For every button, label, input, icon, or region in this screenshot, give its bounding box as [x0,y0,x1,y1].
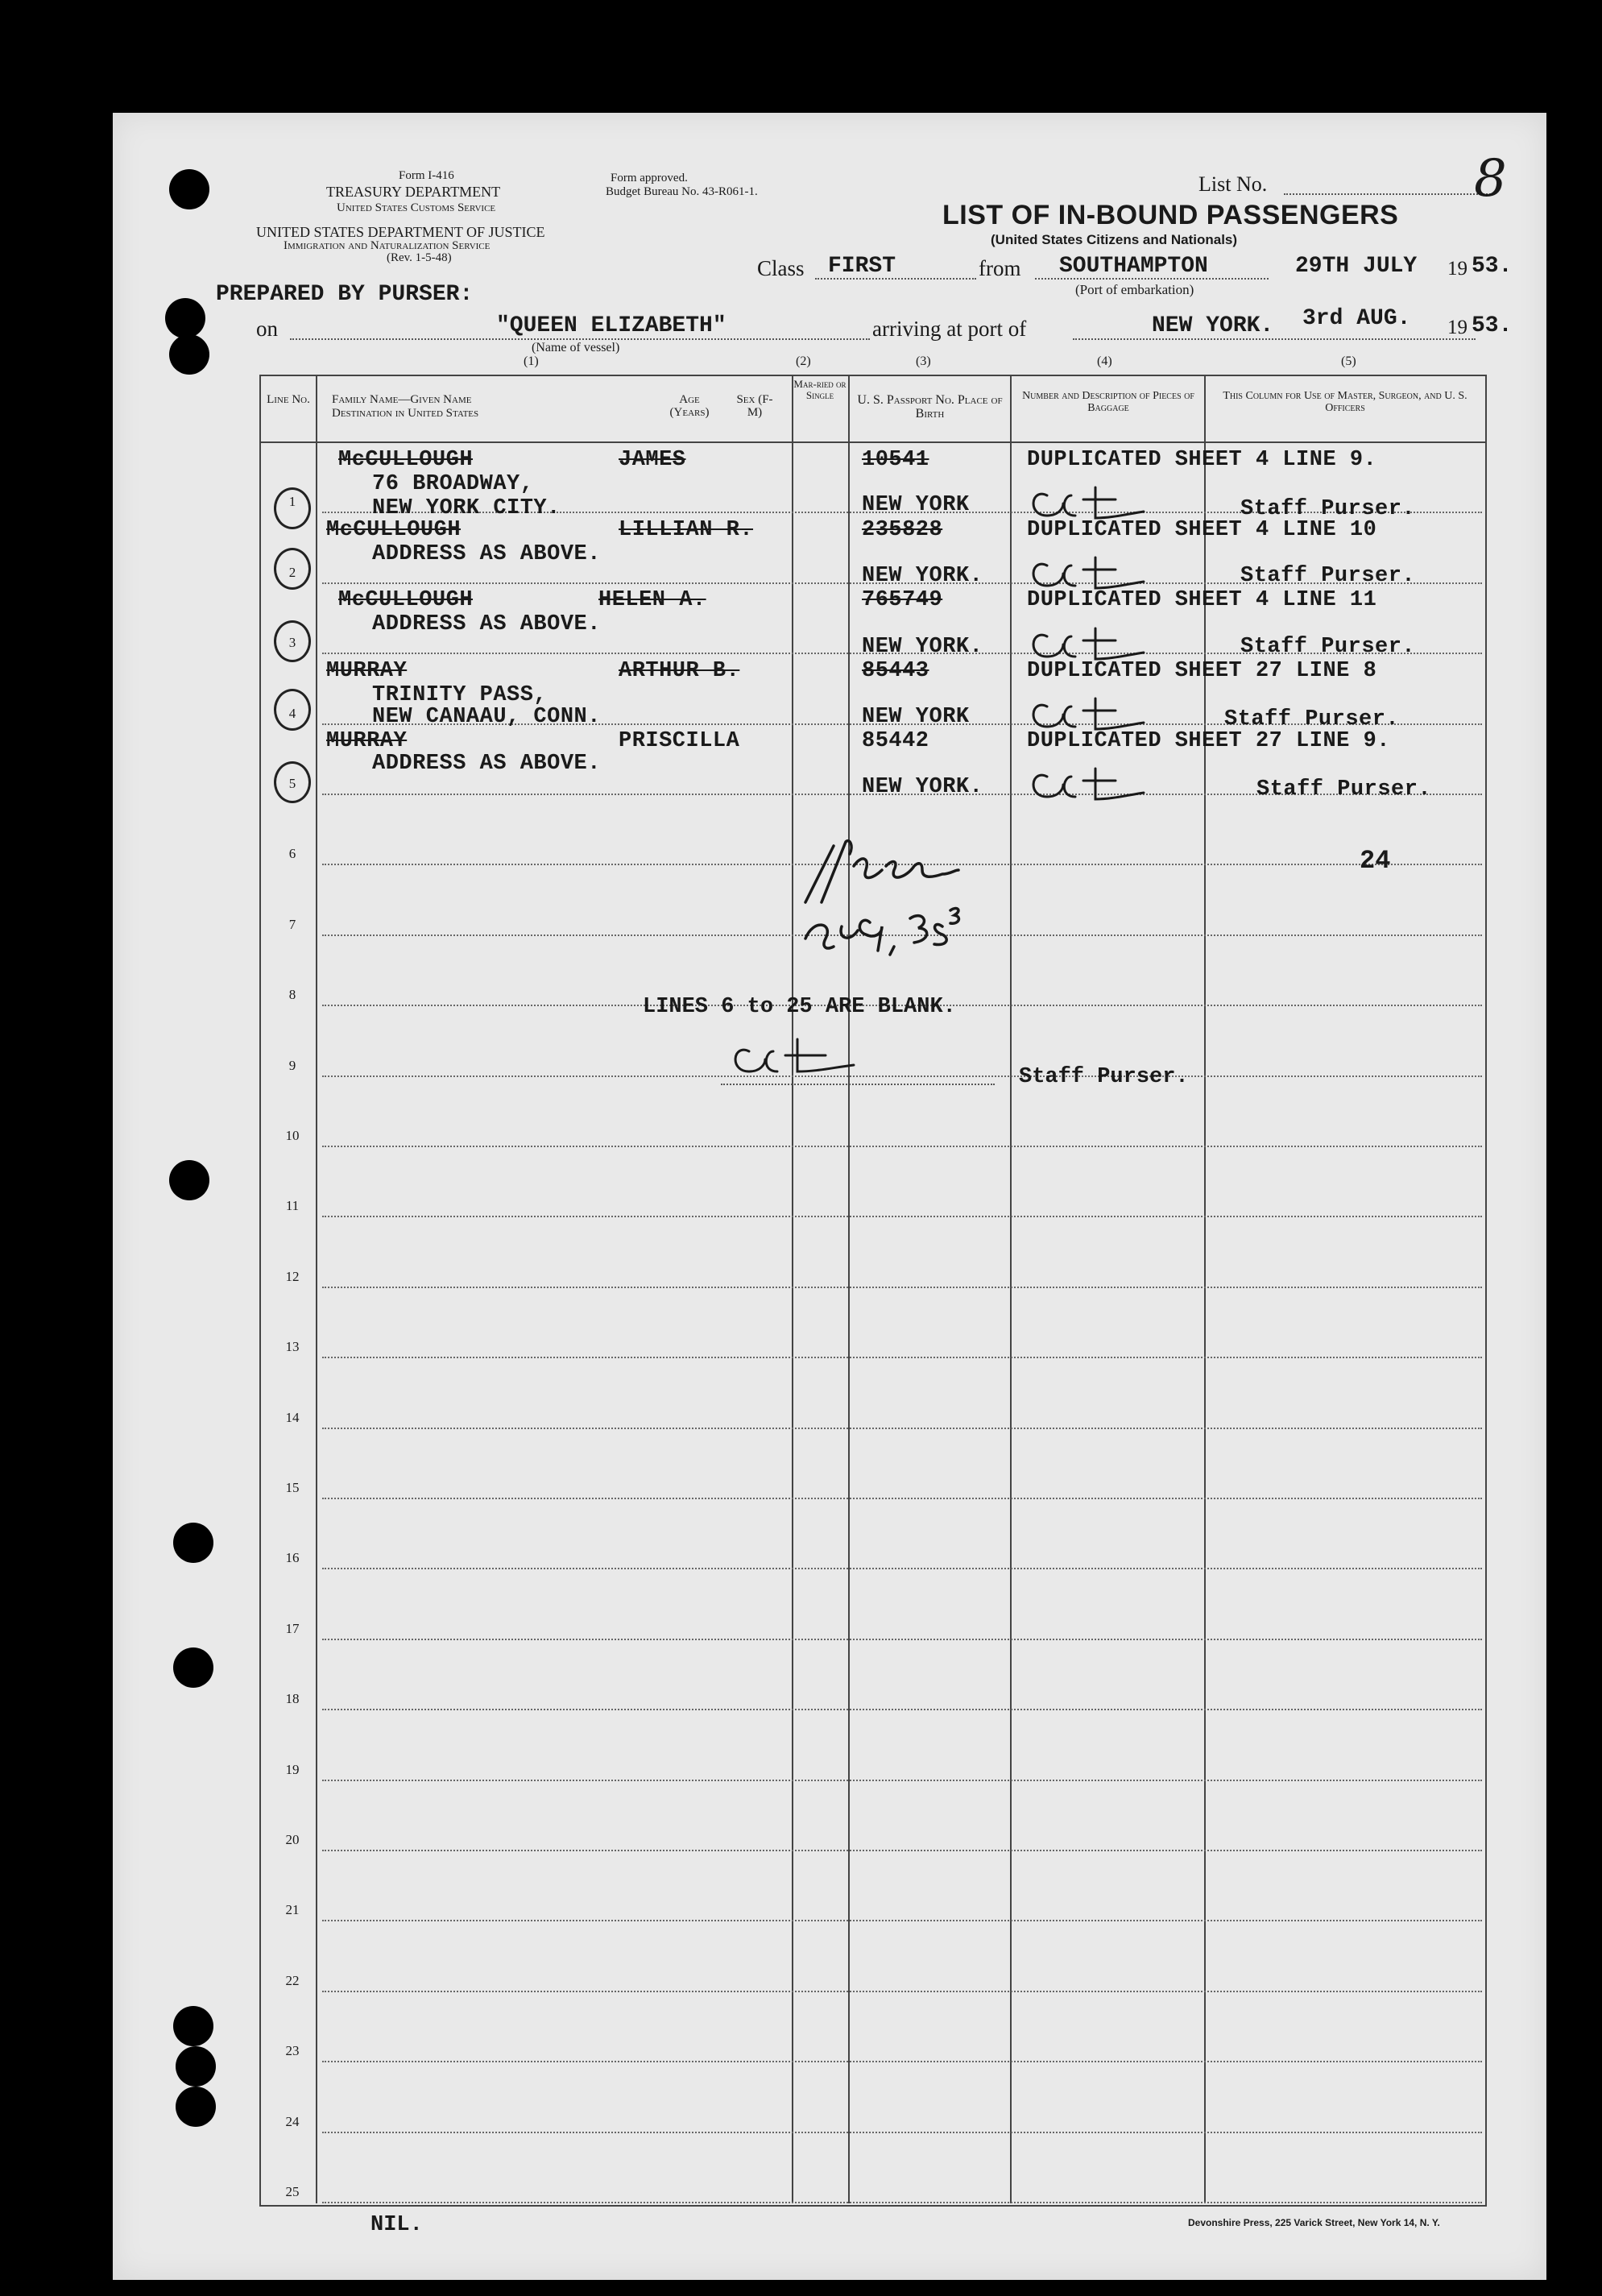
header-sex: Sex (F-M) [736,393,773,419]
port-embark-caption: (Port of embarkation) [1075,282,1194,297]
vessel-name: "QUEEN ELIZABETH" [496,313,726,338]
line-number: 19 [285,1761,300,1777]
purser-note: Staff Purser. [1240,497,1416,521]
purser-note: Staff Purser. [1240,635,1416,659]
purser-note: Staff Purser. [1224,707,1400,731]
passenger-given-name: LILLIAN R. [619,518,754,542]
purser-signature-label: Staff Purser. [1019,1065,1189,1089]
arrival-port: NEW YORK. [1152,313,1274,338]
class-value: FIRST [828,254,896,279]
passenger-address: NEW YORK CITY. [372,496,561,520]
line-number: 6 [288,846,296,862]
line-number: 3 [288,635,296,651]
passenger-given-name: ARTHUR B. [619,659,740,683]
col-num-2: (2) [796,354,811,368]
from-value: SOUTHAMPTON [1059,254,1208,279]
purser-note: Staff Purser. [1256,777,1432,802]
line-number: 4 [288,705,296,721]
circled-mark [274,548,311,590]
circled-mark [274,487,311,529]
form-revision: (Rev. 1-5-48) [387,251,452,264]
place-of-birth: NEW YORK. [862,635,983,659]
line-number: 16 [285,1550,300,1566]
passenger-address: 76 BROADWAY, [372,472,534,496]
passport-number: 235828 [862,518,943,542]
budget-bureau: Budget Bureau No. 43-R061-1. [606,185,758,198]
line-number: 22 [285,1972,300,1988]
arrival-year: 53. [1472,313,1513,338]
customs-service: United States Customs Service [337,201,496,214]
vessel-caption: (Name of vessel) [532,341,620,354]
purser-sig-line [721,1084,995,1085]
line-number: 23 [285,2043,300,2059]
passenger-address: ADDRESS AS ABOVE. [372,612,601,636]
passenger-family-name: MURRAY [326,659,408,683]
place-of-birth: NEW YORK [862,493,970,517]
purser-note: Staff Purser. [1240,564,1416,588]
arriving-label: arriving at port of [872,317,1027,341]
line-number: 11 [285,1198,300,1214]
circled-mark [274,761,311,803]
treasury-dept: TREASURY DEPARTMENT [326,184,501,200]
col-num-3: (3) [916,354,931,368]
passport-number: 85443 [862,659,929,683]
form-approved: Form approved. [611,172,688,184]
duplicated-note: DUPLICATED SHEET 4 LINE 11 [1027,588,1377,612]
col-num-5: (5) [1341,354,1356,368]
header-married: Mar-ried or Single [793,378,847,401]
circled-mark [274,689,311,731]
header-destination: Destination in United States [332,407,479,420]
depart-year: 53. [1472,254,1513,279]
line-number: 17 [285,1620,300,1636]
line-number: 18 [285,1691,300,1707]
line-number: 8 [288,987,296,1003]
list-no-label: List No. [1198,172,1268,196]
passport-number: 85442 [862,729,929,753]
circled-mark [274,620,311,662]
nil-note: NIL. [370,2213,423,2237]
header-name: Family Name—Given Name [332,393,472,406]
col-num-1: (1) [524,354,539,368]
passenger-family-name: MURRAY [326,729,408,753]
line-number: 24 [285,2113,300,2129]
passenger-family-name: McCULLOUGH [326,518,462,542]
passenger-family-name: McCULLOUGH [338,448,474,472]
printer-imprint: Devonshire Press, 225 Varick Street, New York 14, N. Y. [1188,2217,1440,2228]
passenger-given-name: HELEN A. [598,588,706,612]
header-officers: This Column for Use of Master, Surgeon, and U. S. Officers [1223,390,1467,414]
count-annotation: 24 [1360,846,1391,876]
from-label: from [979,256,1021,280]
line-number: 9 [288,1057,296,1073]
blank-lines-note: LINES 6 to 25 ARE BLANK. [643,995,956,1019]
header-age: Age (Years) [669,393,710,419]
passenger-given-name: PRISCILLA [619,729,740,753]
line-number: 2 [288,564,296,580]
duplicated-note: DUPLICATED SHEET 4 LINE 10 [1027,518,1377,542]
list-no-value: 8 [1474,149,1507,209]
header-baggage: Number and Description of Pieces of Baggage [1022,390,1194,414]
col-num-4: (4) [1097,354,1112,368]
passenger-family-name: McCULLOUGH [338,588,474,612]
header-passport: U. S. Passport No. Place of Birth [857,393,1003,421]
arrival-year-prefix: 19 [1447,317,1467,338]
duplicated-note: DUPLICATED SHEET 4 LINE 9. [1027,448,1377,472]
line-number: 20 [285,1832,300,1847]
form-number: Form I-416 [399,169,454,182]
line-number: 1 [288,494,296,510]
class-label: Class [757,256,805,280]
line-number: 10 [285,1128,300,1143]
line-number: 21 [285,1902,300,1918]
duplicated-note: DUPLICATED SHEET 27 LINE 9. [1027,729,1390,753]
passenger-address: ADDRESS AS ABOVE. [372,542,601,566]
justice-dept: UNITED STATES DEPARTMENT OF JUSTICE [256,224,545,240]
line-number: 12 [285,1268,300,1284]
line-number: 5 [288,776,296,791]
header-line-no: Line No. [267,393,310,406]
on-label: on [256,317,278,341]
line-number: 25 [285,2184,300,2199]
depart-year-prefix: 19 [1447,258,1467,280]
passenger-address: TRINITY PASS, [372,683,548,707]
arrival-date: 3rd AUG. [1302,306,1411,331]
place-of-birth: NEW YORK. [862,564,983,588]
passport-number: 10541 [862,448,929,472]
line-number: 15 [285,1480,300,1495]
prepared-by-purser: PREPARED BY PURSER: [216,282,474,307]
page-subtitle: (United States Citizens and Nationals) [991,232,1238,247]
line-number: 14 [285,1409,300,1425]
passenger-address: ADDRESS AS ABOVE. [372,752,601,776]
line-number: 7 [288,916,296,932]
ins-service: Immigration and Naturalization Service [284,239,491,252]
place-of-birth: NEW YORK [862,705,970,729]
page-title: LIST OF IN-BOUND PASSENGERS [942,200,1399,230]
line-number: 13 [285,1339,300,1355]
passport-number: 765749 [862,588,943,612]
place-of-birth: NEW YORK. [862,775,983,799]
duplicated-note: DUPLICATED SHEET 27 LINE 8 [1027,659,1377,683]
passenger-given-name: JAMES [619,448,686,472]
depart-date: 29TH JULY [1295,254,1418,279]
passenger-address: NEW CANAAU, CONN. [372,705,601,729]
